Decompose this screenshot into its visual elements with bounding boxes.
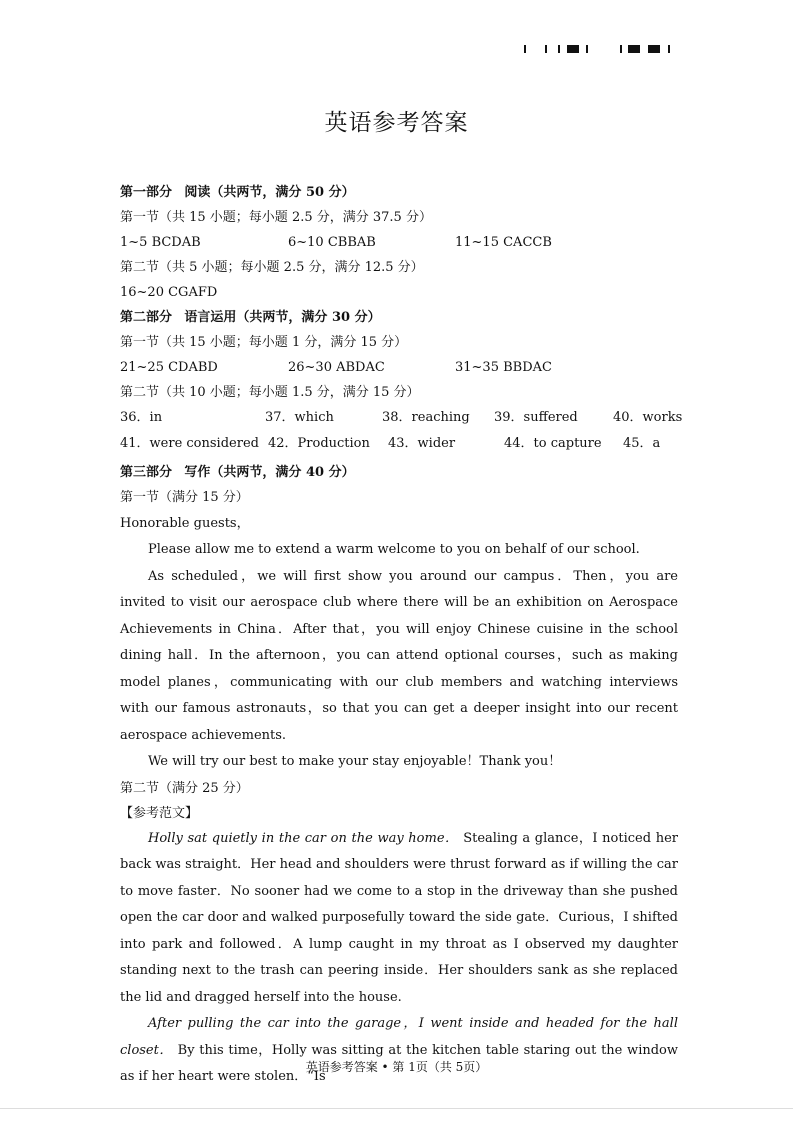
letter-paragraph: We will try our best to make your stay enjoyable！Thank you！ [148, 754, 562, 769]
answer-item: 37．which [265, 410, 334, 425]
answer-key-body [120, 180, 683, 1091]
answer-item: 42．Production [268, 436, 370, 451]
answer-group: 21~25 CDABD [120, 360, 218, 375]
part3-heading-label: 第三部分 [120, 465, 173, 480]
answer-group: 6~10 CBBAB [288, 235, 376, 250]
part2-section2-answers-row2 [120, 431, 678, 460]
letter-paragraph: Please allow me to extend a warm welcome to you on behalf of our school. [148, 542, 640, 557]
part1-heading-sub: 阅读（共两节，满分 50 分） [184, 185, 355, 200]
answer-group: 1~5 BCDAB [120, 235, 201, 250]
part3-heading-sub: 写作（共两节，满分 40 分） [184, 465, 355, 480]
part1-heading-label: 第一部分 [120, 185, 173, 200]
part2-section1-answers [120, 355, 678, 380]
answer-item: 38．reaching [382, 410, 470, 425]
footer-divider [0, 1108, 793, 1109]
story-paragraph-lead: Holly sat quietly in the car on the way home． [148, 830, 459, 846]
answer-group: 11~15 CACCB [455, 235, 552, 250]
answer-item: 45．a [623, 436, 661, 451]
sample-essay-label: 【参考范文】 [120, 805, 199, 821]
letter-paragraph: As scheduled，we will first show you around our campus．Then，you are invited to visit our aerospace club where there will be an exhibition on Aerospace Achievements in China．After that，you will enjoy Chinese cuisine in the school dining hall．In the afternoon，you can attend optional courses，such as making model planes，communicating with our club members and watching interviews with our famous astronauts，so that you can get a deeper insight into our recent aerospace achievements. [120, 568, 678, 743]
part2-section2-title: 第二节（共 10 小题；每小题 1.5 分，满分 15 分） [120, 385, 420, 400]
letter-greeting: Honorable guests， [120, 516, 250, 531]
part1-section1-answers [120, 230, 678, 255]
answer-item: 40．works [613, 410, 683, 425]
part2-heading-sub: 语言运用（共两节，满分 30 分） [184, 310, 381, 325]
answer-group: 16~20 CGAFD [120, 285, 218, 300]
answer-item: 39．suffered [494, 410, 578, 425]
answer-group: 31~35 BBDAC [455, 360, 552, 375]
part2-section1-title: 第一节（共 15 小题；每小题 1 分，满分 15 分） [120, 335, 408, 350]
story-paragraph [120, 826, 678, 1012]
answer-item: 36．in [120, 410, 163, 425]
answer-item: 44．to capture [504, 436, 602, 451]
part1-heading [120, 180, 678, 205]
part3-section2-title: 第二节（满分 25 分） [120, 780, 249, 796]
part1-section2-title: 第二节（共 5 小题；每小题 2.5 分，满分 12.5 分） [120, 260, 424, 275]
story-paragraph-text: By this time，Holly was sitting at the kitchen table staring out the window as if her heart were stolen．“Is [120, 1042, 678, 1084]
part3-section1-title: 第一节（满分 15 分） [120, 490, 249, 505]
scan-registration-marks [520, 45, 680, 55]
story-paragraph [120, 1011, 678, 1091]
part2-section2-answers-row1 [120, 405, 683, 431]
answer-item: 41．were considered [120, 436, 259, 451]
part2-heading [120, 305, 678, 330]
part1-section1-title: 第一节（共 15 小题；每小题 2.5 分，满分 37.5 分） [120, 210, 432, 225]
part1-section2-answers [120, 280, 678, 305]
part3-heading [120, 460, 678, 485]
answer-group: 26~30 ABDAC [288, 360, 385, 375]
story-paragraph-lead: After pulling the car into the garage，I went inside and headed for the hall closet． [120, 1016, 678, 1058]
page-footer: 英语参考答案 • 第 1页（共 5页） [305, 1060, 488, 1074]
story-paragraph-text: Stealing a glance，I noticed her back was straight．Her head and shoulders were thrust forward as if willing the car to move faster．No sooner had we come to a stop in the driveway than she pushed open the car door and walked purposefully toward the side gate．Curious，I shifted into park and followed．A lump caught in my throat as I observed my daughter standing next to the trash can peering inside．Her shoulders sank as she replaced the lid and dragged herself into the house. [120, 830, 678, 1005]
page-title: 英语参考答案 [324, 110, 469, 136]
answer-item: 43．wider [388, 436, 456, 451]
part2-heading-label: 第二部分 [120, 310, 173, 325]
